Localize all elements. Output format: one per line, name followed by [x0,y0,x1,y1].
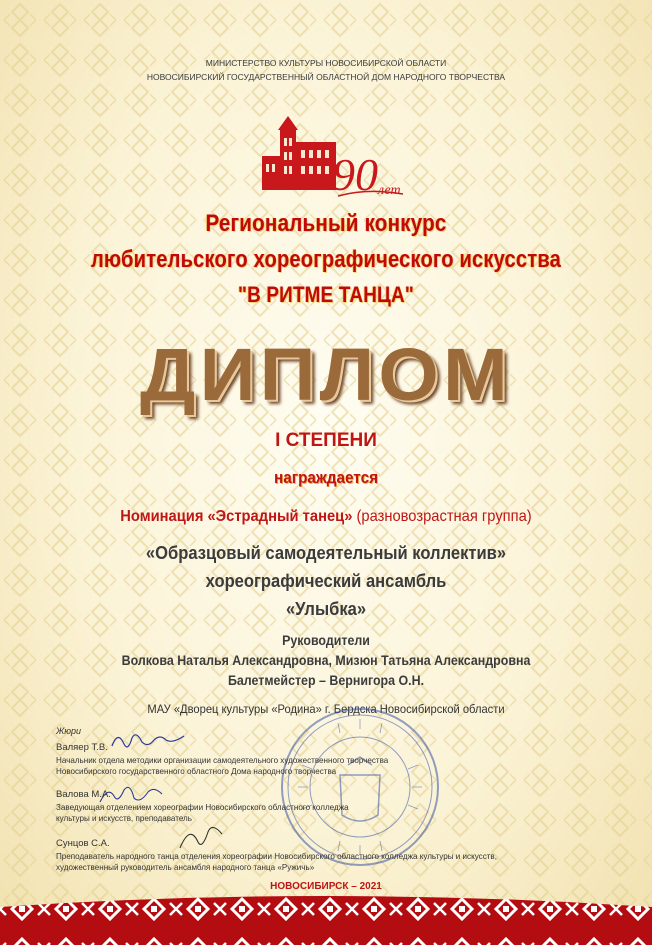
city-year: НОВОСИБИРСК – 2021 [270,881,382,892]
anniversary-logo [258,112,408,202]
diploma-title: ДИПЛОМ [140,333,512,416]
contest-title-line2: любительского хореографического искусства [90,246,562,273]
recipient-line1: «Образцовый самодеятельный коллектив» [145,543,507,563]
signature-2 [96,782,166,808]
organization-line: МАУ «Дворец культуры «Родина» г. Бердска Новосибирской области [147,702,505,716]
contest-title-line3: "В РИТМЕ ТАНЦА" [237,282,415,307]
jury-member-name: Валяер Т.В. [56,742,108,753]
jury-member-desc: Заведующая отделением хореографии Новосибирского областного колледжа [56,802,349,812]
jury-label: Жюри [56,726,82,736]
svg-text:лет: лет [378,183,401,198]
recipient-line2: хореографический ансамбль [205,571,447,591]
jury-member-name: Валова М.А. [56,789,111,800]
nomination-group: (разновозрастная группа) [352,508,532,525]
recipient-line3: «Улыбка» [285,599,367,619]
jury-member-desc: Преподаватель народного танца отделения хореографии Новосибирского областного колледжа культуры и искусств, [56,851,497,861]
jury-member-desc: культуры и искусств, преподаватель [56,813,192,823]
nomination-line [26,508,626,526]
signature-1 [108,728,188,754]
awarded-label: награждается [273,468,379,487]
ornament-band [0,893,652,945]
jury-member-desc: художественный руководитель ансамбля народного танца «Ружичь» [56,862,315,872]
jury-member-desc: Начальник отдела методики организации самодеятельного художественного творчества [56,755,389,765]
leaders-heading: Руководители [282,633,370,648]
official-stamp [278,705,442,869]
jury-member-desc: Новосибирского государственного областного Дома народного творчества [56,766,337,776]
leaders-names: Волкова Наталья Александровна, Мизюн Татьяна Александровна [121,653,531,668]
ministry-line: МИНИСТЕРСТВО КУЛЬТУРЫ НОВОСИБИРСКОЙ ОБЛАСТИ [205,58,447,68]
svg-text:90: 90 [332,149,378,200]
nomination-label: Номинация «Эстрадный танец» [120,508,353,525]
signature-3 [176,822,226,852]
jury-member-name: Сунцов С.А. [56,838,110,849]
building-icon [258,112,408,202]
ballet-master: Балетмейстер – Вернигора О.Н. [227,673,425,688]
contest-title-line1: Региональный конкурс [205,210,447,237]
diploma-degree: I СТЕПЕНИ [275,430,377,451]
institution-line: НОВОСИБИРСКИЙ ГОСУДАРСТВЕННЫЙ ОБЛАСТНОЙ ДОМ НАРОДНОГО ТВОРЧЕСТВА [146,72,506,82]
